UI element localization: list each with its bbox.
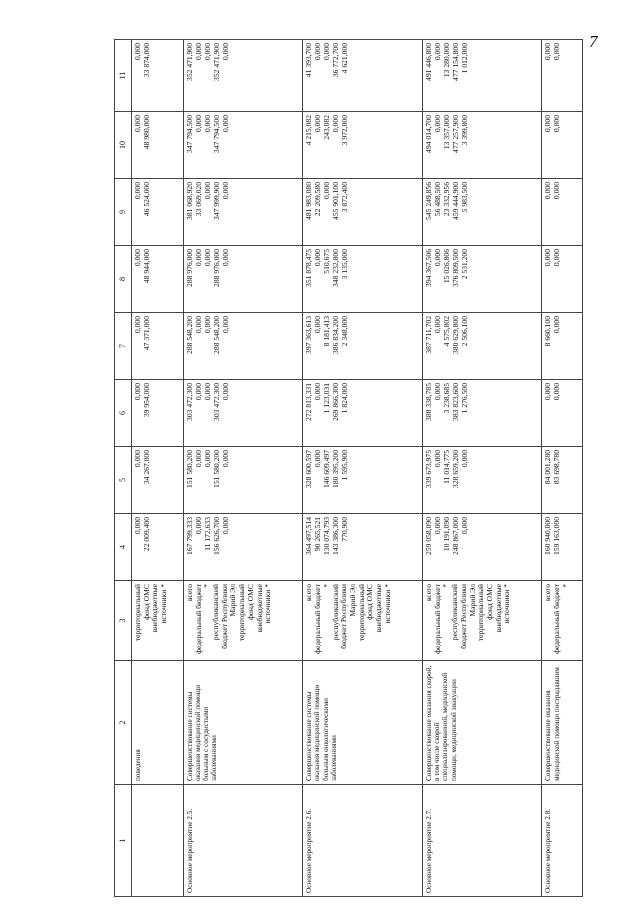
value: 481 983,080: [304, 182, 314, 220]
value: 288 548,200: [211, 316, 221, 354]
value: 386 834,200: [331, 316, 341, 354]
source-label: внебюджетные источники *: [493, 584, 512, 633]
source-label: республиканский бюджет Республики Марий Эл: [450, 584, 477, 649]
value: 394 367,506: [423, 249, 433, 287]
value-cell: [132, 313, 184, 380]
value: 0,000: [220, 249, 230, 267]
value: 388 338,785: [423, 383, 433, 421]
value: 248 867,000: [450, 517, 460, 555]
value: 477 154,800: [450, 43, 460, 81]
value: 0,000: [552, 383, 562, 401]
source-label: территориальный фонд ОМС: [133, 584, 151, 642]
value: 0,000: [133, 249, 142, 267]
value: 11 172,633: [202, 517, 212, 551]
value: 0,000: [202, 43, 212, 61]
value: 272 813,331: [304, 383, 314, 421]
value-cell: [422, 313, 542, 380]
value: 8 660,100: [543, 316, 553, 347]
measure-row: [303, 40, 423, 897]
value-cell: [542, 40, 583, 112]
event-name-cell: Совершенствование оказания медицинской помощи пострадавшим: [542, 661, 583, 785]
event-name-cell: Совершенствование оказания скорой, в том числе скорой специализированной, медицинской помощи, медицинской эвакуации: [422, 661, 542, 785]
value: 0,000: [543, 115, 553, 133]
rotated-table-wrapper: [114, 40, 583, 897]
source-label: всего: [423, 584, 433, 602]
value: 288 976,000: [184, 249, 194, 287]
source-label: территориальный фонд ОМС: [237, 584, 255, 642]
value-cell: [422, 40, 542, 112]
value: 2 531,200: [459, 249, 469, 280]
value: 90 265,521: [313, 517, 323, 552]
source-label: федеральный бюджет *: [552, 584, 571, 654]
value: 0,000: [133, 115, 142, 133]
value-cell: [542, 179, 583, 246]
value: 0,000: [543, 182, 553, 200]
value-cell: [303, 40, 423, 112]
value: 288 976,000: [211, 249, 221, 287]
value: 0,000: [432, 43, 442, 61]
value: 2 506,100: [459, 316, 469, 347]
header-cell: 1: [115, 785, 132, 897]
page-number: 7: [589, 32, 598, 51]
value: 0,000: [133, 450, 142, 468]
value: 352 471,900: [184, 43, 194, 81]
value: 347 794,500: [184, 115, 194, 153]
value: 167 799,333: [184, 517, 194, 555]
source-label: внебюджетные источники *: [254, 584, 273, 633]
value: 39 954,000: [142, 383, 151, 418]
value: 0,000: [202, 450, 212, 468]
value-cell: [303, 514, 423, 581]
source-label: внебюджетные источники *: [374, 584, 392, 633]
value: 0,000: [133, 182, 142, 200]
value-cell: [132, 179, 184, 246]
value: 0,000: [220, 383, 230, 401]
value-cell: [303, 112, 423, 179]
value: 0,000: [313, 383, 323, 401]
value: 494 014,700: [423, 115, 433, 153]
value: 0,000: [220, 517, 230, 535]
value: 328 600,597: [304, 450, 314, 488]
value: 243,082: [322, 115, 332, 140]
value: 455 901,100: [331, 182, 341, 220]
value: 0,000: [202, 316, 212, 334]
value: 0,000: [202, 383, 212, 401]
value: 0,000: [133, 43, 142, 61]
value: 0,000: [202, 115, 212, 133]
header-cell: 11: [115, 40, 132, 112]
value: 0,000: [202, 182, 212, 200]
source-label: федеральный бюджет *: [313, 584, 331, 654]
value: 0,000: [133, 383, 142, 401]
value: 0,000: [459, 517, 469, 535]
header-cell: 2: [115, 661, 132, 785]
value: 0,000: [313, 249, 323, 267]
event-cell: [132, 785, 184, 897]
value: 23 332,956: [441, 182, 451, 217]
value: 347 999,900: [211, 182, 221, 220]
value-cell: [422, 179, 542, 246]
source-label: федеральный бюджет *: [193, 584, 212, 654]
value: 0,000: [220, 316, 230, 334]
value: 0,000: [432, 517, 442, 535]
value: 1 012,000: [459, 43, 469, 74]
value: 33 874,000: [142, 43, 151, 78]
event-cell: Основное мероприятие 2.8.: [542, 785, 583, 897]
value: 0,000: [220, 450, 230, 468]
value-cell: [422, 380, 542, 447]
value-cell: [183, 447, 303, 514]
value: 0,000: [313, 115, 323, 133]
source-cell: [132, 581, 184, 661]
header-cell: 10: [115, 112, 132, 179]
value: 376 809,500: [450, 249, 460, 287]
value: 0,000: [322, 43, 332, 61]
value: 347 794,500: [211, 115, 221, 153]
source-cell: [422, 581, 542, 661]
value: 387 711,702: [423, 316, 433, 354]
value: 146 609,497: [322, 450, 332, 488]
value: 351 878,475: [304, 249, 314, 287]
value: 1 276,500: [459, 383, 469, 414]
source-label: территориальный фонд ОМС: [476, 584, 495, 642]
value-cell: [542, 380, 583, 447]
value-cell: [303, 380, 423, 447]
value: 0,000: [432, 115, 442, 133]
value: 269 866,300: [331, 383, 341, 421]
value: 0,000: [322, 182, 332, 200]
value: 83 698,780: [552, 450, 562, 485]
value-cell: [183, 514, 303, 581]
value: 47 371,000: [142, 316, 151, 351]
value: 352 471,900: [211, 43, 221, 81]
value: 459 444,900: [450, 182, 460, 220]
event-name-cell: поведения: [132, 661, 184, 785]
value: 1 595,900: [340, 450, 350, 481]
value: 4 575,802: [441, 316, 451, 347]
value: 4 621,000: [340, 43, 350, 74]
value: 380 629,800: [450, 316, 460, 354]
value: 364 497,514: [304, 517, 314, 555]
value: 36 772,700: [331, 43, 341, 78]
value: 0,000: [543, 383, 553, 401]
value: 2 348,000: [340, 316, 350, 347]
value-cell: [132, 40, 184, 112]
source-label: республиканский бюджет Республики Марий Эл: [330, 584, 358, 649]
source-cell: [303, 581, 423, 661]
value: 11 014,775: [441, 450, 451, 484]
value: 0,000: [552, 115, 562, 133]
value: 328 659,200: [450, 450, 460, 488]
value: 477 257,900: [450, 115, 460, 153]
value: 3 972,000: [340, 115, 350, 146]
value: 10 191,090: [441, 517, 451, 552]
value: 5 983,500: [459, 182, 469, 213]
value: 510,675: [322, 249, 332, 274]
value: 339 673,975: [423, 450, 433, 488]
value: 0,000: [432, 383, 442, 401]
source-label: внебюджетные источники *: [150, 584, 169, 633]
value: 0,000: [552, 182, 562, 200]
value-cell: [183, 380, 303, 447]
measure-row: [542, 40, 583, 897]
value: 0,000: [220, 115, 230, 133]
value: 22 009,400: [142, 517, 151, 552]
value: 348 232,800: [331, 249, 341, 287]
header-cell: 9: [115, 179, 132, 246]
value: 397 363,613: [304, 316, 314, 354]
value: 156 626,700: [211, 517, 221, 555]
source-label: всего: [184, 584, 194, 602]
source-cell: [542, 581, 583, 661]
value: 151 580,200: [211, 450, 221, 488]
value: 0,000: [552, 249, 562, 267]
value: 0,000: [432, 316, 442, 334]
value-cell: [422, 447, 542, 514]
event-name-cell: Совершенствование системы оказания медицинской помощи больным онкологическими заболеваниями: [303, 661, 423, 785]
value: 3 399,800: [459, 115, 469, 146]
value: 303 472,300: [211, 383, 221, 421]
source-label: всего: [304, 584, 314, 602]
source-label: территориальный фонд ОМС: [356, 584, 375, 642]
value: 381 068,920: [184, 182, 194, 220]
value: 0,000: [193, 450, 203, 468]
value-cell: [422, 246, 542, 313]
value: 3 135,000: [340, 249, 350, 280]
value-cell: [303, 447, 423, 514]
value: 84 001,280: [543, 450, 553, 485]
value-cell: [542, 313, 583, 380]
event-cell: Основное мероприятие 2.7.: [422, 785, 542, 897]
value: 0,000: [220, 182, 230, 200]
funding-table: [114, 39, 583, 897]
value: 159 163,000: [552, 517, 562, 555]
header-cell: 6: [115, 380, 132, 447]
event-name-cell: Совершенствование системы оказания медицинской помощи больным с сосудистыми заболеваниями: [183, 661, 303, 785]
value-cell: [422, 514, 542, 581]
value-cell: [542, 514, 583, 581]
value: 288 548,200: [184, 316, 194, 354]
value: 0,000: [313, 450, 323, 468]
measure-row: [422, 40, 542, 897]
value: 0,000: [432, 450, 442, 468]
value: 13 357,000: [441, 115, 451, 150]
value: 0,000: [193, 115, 203, 133]
value-cell: [542, 246, 583, 313]
value: 130 074,793: [322, 517, 332, 555]
value-cell: [183, 112, 303, 179]
event-cell: Основное мероприятие 2.6.: [303, 785, 423, 897]
value-cell: [132, 112, 184, 179]
value: 0,000: [193, 316, 203, 334]
value-cell: [183, 179, 303, 246]
value-cell: [132, 447, 184, 514]
value: 4 215,082: [304, 115, 314, 146]
value: 259 058,090: [423, 517, 433, 555]
header-cell: 7: [115, 313, 132, 380]
value: 0,000: [552, 43, 562, 61]
value: 0,000: [313, 316, 323, 334]
value: 0,000: [193, 383, 203, 401]
value-cell: [303, 313, 423, 380]
measure-row: [132, 40, 184, 897]
table-body: [115, 40, 583, 897]
value: 1 123,031: [322, 383, 332, 414]
value: 0,000: [543, 249, 553, 267]
value: 13 280,000: [441, 43, 451, 78]
value-cell: [303, 246, 423, 313]
value-cell: [183, 40, 303, 112]
value: 0,000: [193, 249, 203, 267]
value: 0,000: [313, 43, 323, 61]
value: 0,000: [202, 249, 212, 267]
value: 491 446,800: [423, 43, 433, 81]
value: 3 238,685: [441, 383, 451, 414]
header-cell: 5: [115, 447, 132, 514]
value: 0,000: [459, 450, 469, 468]
source-cell: [183, 581, 303, 661]
source-label: республиканский бюджет Республики Марий Эл: [211, 584, 238, 649]
value-cell: [132, 380, 184, 447]
event-cell: Основное мероприятие 2.5.: [183, 785, 303, 897]
value: 48 944,000: [142, 249, 151, 284]
value-cell: [132, 514, 184, 581]
value-cell: [542, 112, 583, 179]
value: 0,000: [193, 43, 203, 61]
value: 34 267,000: [142, 450, 151, 485]
header-cell: 8: [115, 246, 132, 313]
value: 48 980,000: [142, 115, 151, 150]
value: 143 386,300: [331, 517, 341, 555]
measure-row: [183, 40, 303, 897]
value-cell: [132, 246, 184, 313]
header-row: [115, 40, 132, 897]
value: 0,000: [552, 316, 562, 334]
source-label: всего: [543, 584, 553, 602]
value-cell: [422, 112, 542, 179]
value-cell: [303, 179, 423, 246]
value: 0,000: [133, 316, 142, 334]
value: 8 181,413: [322, 316, 332, 347]
value: 3 872,400: [340, 182, 350, 213]
value: 180 395,200: [331, 450, 341, 488]
value: 0,000: [193, 517, 203, 535]
value: 1 824,000: [340, 383, 350, 414]
value-cell: [542, 447, 583, 514]
value: 56 488,500: [432, 182, 442, 217]
header-cell: 4: [115, 514, 132, 581]
value-cell: [183, 246, 303, 313]
value: 0,000: [331, 115, 341, 133]
value: 770,900: [340, 517, 350, 542]
value: 33 069,020: [193, 182, 203, 217]
value: 46 524,000: [142, 182, 151, 217]
value: 160 940,000: [543, 517, 553, 555]
value: 0,000: [220, 43, 230, 61]
value: 41 393,700: [304, 43, 314, 78]
value: 0,000: [432, 249, 442, 267]
value: 0,000: [133, 517, 142, 535]
value: 303 472,300: [184, 383, 194, 421]
value: 0,000: [543, 43, 553, 61]
value: 545 249,856: [423, 182, 433, 220]
value: 151 580,200: [184, 450, 194, 488]
value: 383 823,600: [450, 383, 460, 421]
value: 15 026,806: [441, 249, 451, 284]
value-cell: [183, 313, 303, 380]
source-label: федеральный бюджет *: [432, 584, 451, 654]
header-cell: 3: [115, 581, 132, 661]
value: 22 209,580: [313, 182, 323, 217]
